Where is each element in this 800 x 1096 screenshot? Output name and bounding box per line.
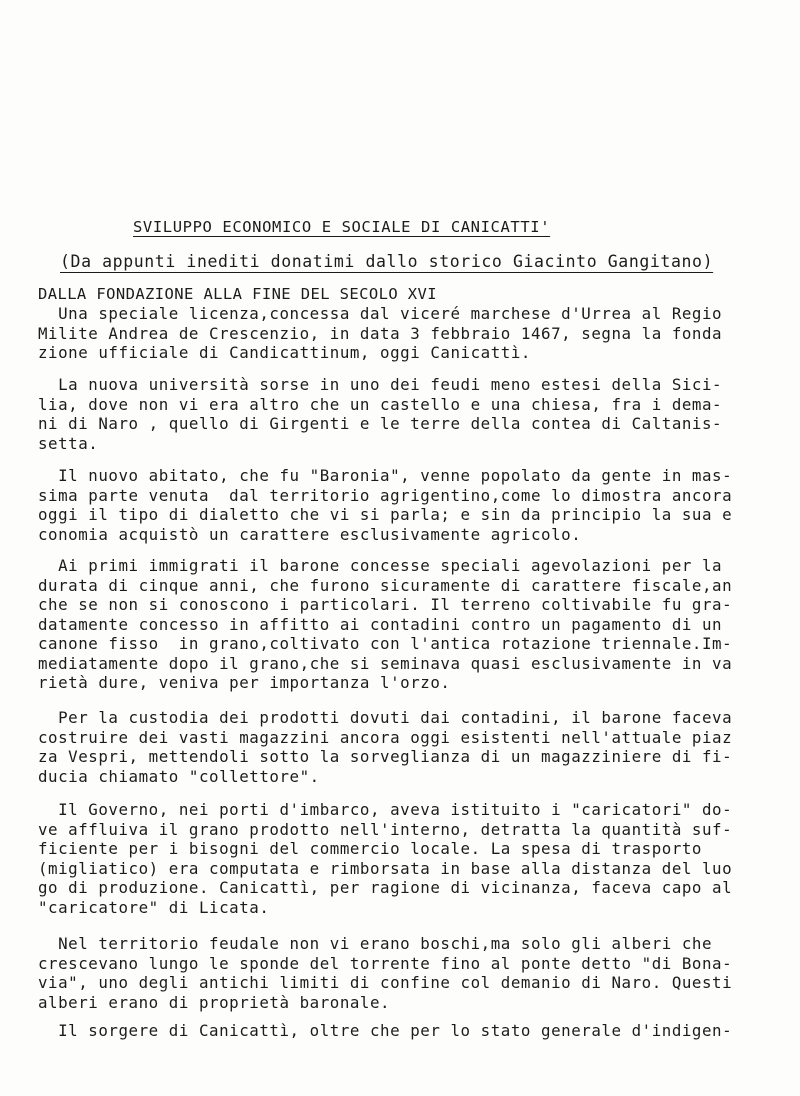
paragraph-sorgere [38,1021,778,1041]
paragraph-immigrati [38,556,778,693]
paragraph-universita [38,375,778,453]
text-line: alberi erano di proprietà baronale. [38,992,391,1012]
text-line: ve affluiva il grano prodotto nell'interno, detratta la quantità suf- [38,819,733,839]
document-title: SVILUPPO ECONOMICO E SOCIALE DI CANICATTI' [133,218,551,236]
text-line: ni di Naro , quello di Girgenti e le terre della contea di Caltanis- [38,414,723,433]
text-line: Nel territorio feudale non vi erano boschi,ma solo gli alberi che [38,934,713,953]
text-line: setta. [38,433,99,453]
text-line: Milite Andrea de Crescenzio, in data 3 febbraio 1467, segna la fonda [38,323,723,343]
text-line: Ai primi immigrati il barone concesse speciali agevolazioni per la [38,556,723,575]
paragraph-territorio [38,934,778,1012]
text-line: conomia acquistò un carattere esclusivamente agricolo. [38,524,582,544]
text-line: Il sorgere di Canicattì, oltre che per lo stato generale d'indigen- [38,1021,733,1040]
text-line: sima parte venuta dal territorio agrigentino,come lo dimostra ancora [38,485,733,505]
text-line: Il nuovo abitato, che fu "Baronia", venne popolato da gente in mas- [38,466,733,485]
paragraph-abitato [38,466,778,544]
text-line: Una speciale licenza,concessa dal viceré marchese d'Urrea al Regio [38,304,723,323]
text-line: costruire dei vasti magazzini ancora oggi esistenti nell'attuale piaz [38,727,733,747]
text-line: rietà dure, veniva per importanza l'orzo. [38,673,451,692]
text-line: oggi il tipo di dialetto che vi si parla; e sin da principio la sua e [38,505,733,524]
text-line: "caricatore" di Licata. [38,897,270,917]
text-line: ducia chiamato "collettore". [38,766,320,786]
text-line: go di produzione. Canicattì, per ragione di vicinanza, faceva capo al [38,878,733,897]
text-line: Il Governo, nei porti d'imbarco, aveva istituito i "caricatori" do- [38,800,733,819]
section-heading: DALLA FONDAZIONE ALLA FINE DEL SECOLO XVI [38,285,438,303]
text-line: crescevano lungo le sponde del torrente fino al ponte detto "di Bona- [38,953,733,973]
paragraph-governo [38,800,778,917]
text-line: durata di cinque anni, che furono sicuramente di carattere fiscale,an [38,575,733,595]
text-line: zione ufficiale di Candicattinum, oggi Canicattì. [38,343,531,362]
document-subtitle: (Da appunti inediti donatimi dallo storico Giacinto Gangitano) [60,252,714,271]
text-line: via", uno degli antichi limiti di confine col demanio di Naro. Questi [38,973,733,992]
text-line: che se non si conoscono i particolari. Il terreno coltivabile fu gra- [38,595,733,614]
text-line: lia, dove non vi era altro che un castello e una chiesa, fra i dema- [38,394,723,414]
text-line: canone fisso in grano,coltivato con l'antica rotazione triennale.Im- [38,634,733,653]
paragraph-custodia [38,708,778,786]
paragraph-licenza [38,304,778,363]
text-line: mediatamente dopo il grano,che si seminava quasi esclusivamente in va [38,653,733,673]
text-line: Per la custodia dei prodotti dovuti dai contadini, il barone faceva [38,708,733,727]
text-line: ficiente per i bisogni del commercio locale. La spesa di trasporto [38,839,702,858]
text-line: (migliatico) era computata e rimborsata in base alla distanza del luo [38,858,733,878]
text-line: za Vespri, mettendoli sotto la sorveglianza di un magazziniere di fi- [38,747,733,766]
text-line: La nuova università sorse in uno dei feudi meno estesi della Sici- [38,375,723,394]
text-line: datamente concesso in affitto ai contadini contro un pagamento di un [38,614,723,634]
